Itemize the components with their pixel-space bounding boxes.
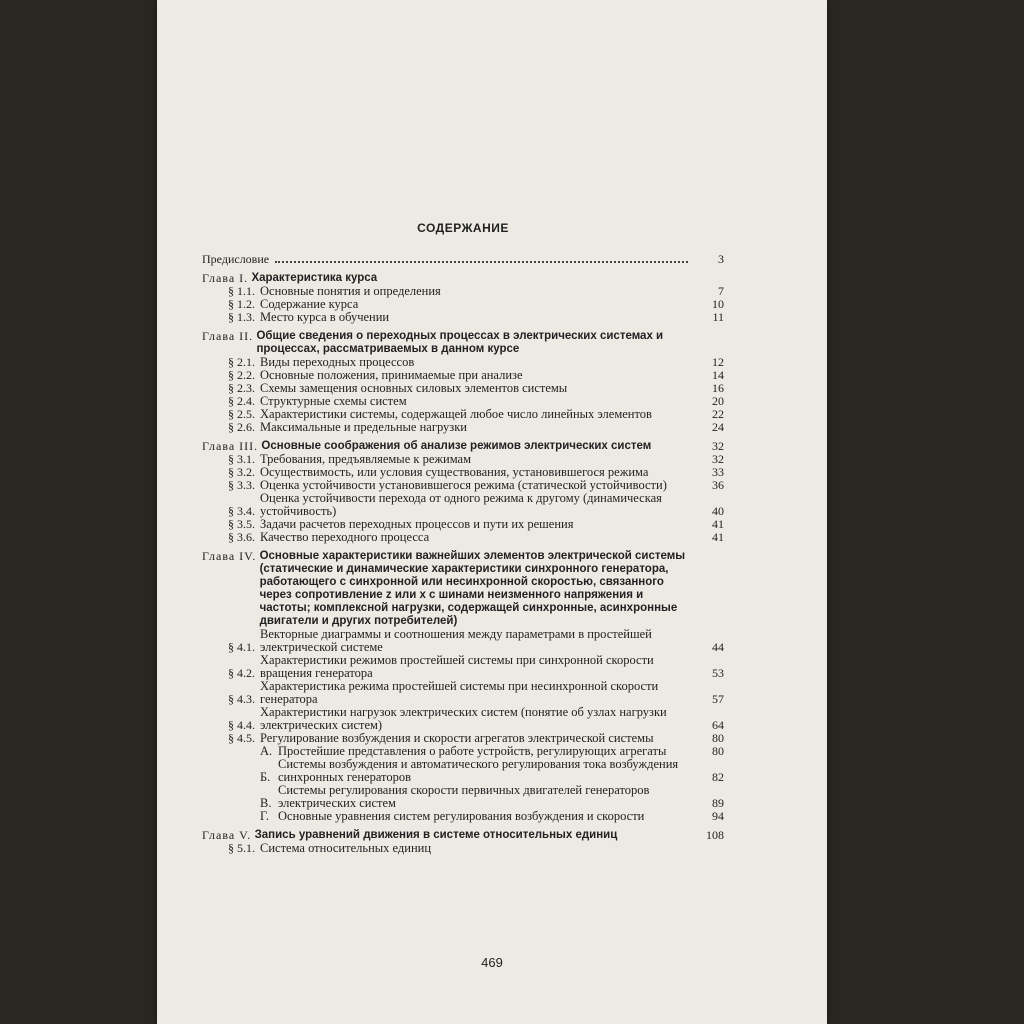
leader-dots (275, 260, 688, 263)
section-title: Осуществимость, или условия существования, установившегося режима (260, 465, 649, 479)
section-page: 24 (712, 420, 724, 434)
section-page: 53 (712, 666, 724, 680)
chapter-1 (202, 272, 724, 324)
section-entry (202, 311, 724, 324)
section-number: § 3.6. (228, 530, 255, 544)
section-title: Качество переходного процесса (260, 530, 430, 544)
section-page: 14 (712, 368, 724, 382)
section-entry (202, 421, 724, 434)
section-number: § 4.2. (228, 666, 255, 680)
subsection-letter: В. (260, 796, 272, 810)
section-title: Место курса в обучении (260, 310, 390, 324)
section-page: 20 (712, 394, 724, 408)
chapter-label: Глава V. (202, 828, 252, 842)
subsection-entry (202, 758, 724, 784)
chapter-title: Основные характеристики важнейших элементов электрической системы (статические и динамические характеристики синхронного генератора, работающего с синхронной или несинхронной скоростью, связанного через сопротивление z или x с шинами неизменного напряжения и частоты; комплексной нагрузки, содержащей синхронные, асинхронные двигатели и других потребителей) (259, 550, 686, 627)
section-title: Оценка устойчивости установившегося режима (статической устойчивости) (260, 478, 667, 492)
preface-page: 3 (718, 252, 724, 266)
toc-title: СОДЕРЖАНИЕ (417, 221, 509, 235)
subsection-title: Простейшие представления о работе устройств, регулирующих агрегаты (278, 744, 667, 758)
section-page: 10 (712, 297, 724, 311)
section-title: Структурные схемы систем (260, 394, 407, 408)
section-page: 33 (712, 465, 724, 479)
chapter-2 (202, 330, 724, 434)
section-number: § 2.3. (228, 381, 255, 395)
chapter-title: Запись уравнений движения в системе относительных единиц (254, 829, 618, 841)
section-entry (202, 706, 724, 732)
section-number: § 2.6. (228, 420, 255, 434)
section-page: 7 (718, 284, 724, 298)
section-title: Система относительных единиц (260, 841, 432, 855)
section-page: 16 (712, 381, 724, 395)
chapter-4 (202, 550, 724, 823)
section-entry (202, 531, 724, 544)
preface-entry (202, 253, 724, 266)
section-entry (202, 628, 724, 654)
subsection-title: Основные уравнения систем регулирования возбуждения и скорости (278, 809, 645, 823)
section-title: Задачи расчетов переходных процессов и пути их решения (260, 517, 574, 531)
section-title: Характеристики нагрузок электрических систем (понятие об узлах нагрузки электрических систем) (260, 705, 667, 732)
chapter-5 (202, 829, 724, 855)
section-page: 41 (712, 517, 724, 531)
section-number: § 2.2. (228, 368, 255, 382)
section-title: Векторные диаграммы и соотношения между параметрами в простейшей электрической системе (260, 627, 652, 654)
section-title: Оценка устойчивости перехода от одного режима к другому (динамическая устойчивость) (260, 491, 662, 518)
subsection-title: Системы регулирования скорости первичных двигателей генераторов электрических систем (278, 783, 650, 810)
section-title: Максимальные и предельные нагрузки (260, 420, 467, 434)
section-entry (202, 492, 724, 518)
section-title: Основные положения, принимаемые при анализе (260, 368, 523, 382)
section-page: 80 (712, 731, 724, 745)
section-number: § 5.1. (228, 841, 255, 855)
table-of-contents (202, 222, 724, 855)
subsection-page: 94 (712, 809, 724, 823)
chapter-page: 32 (712, 439, 724, 453)
subsection-letter: Б. (260, 770, 271, 784)
section-title: Характеристика режима простейшей системы при несинхронной скорости генератора (260, 679, 659, 706)
section-title: Виды переходных процессов (260, 355, 415, 369)
chapter-page: 108 (706, 828, 724, 842)
section-number: § 4.1. (228, 640, 255, 654)
section-number: § 1.3. (228, 310, 255, 324)
subsection-page: 82 (712, 770, 724, 784)
chapter-label: Глава II. (202, 329, 254, 343)
section-number: § 3.4. (228, 504, 255, 518)
chapter-label: Глава IV. (202, 549, 257, 563)
book-page (157, 0, 827, 1024)
chapter-title: Основные соображения об анализе режимов электрических систем (261, 440, 652, 452)
subsection-letter: Г. (260, 809, 269, 823)
section-title: Регулирование возбуждения и скорости агрегатов электрической системы (260, 731, 654, 745)
section-page: 22 (712, 407, 724, 421)
section-page: 36 (712, 478, 724, 492)
section-page: 44 (712, 640, 724, 654)
section-number: § 4.5. (228, 731, 255, 745)
subsection-page: 80 (712, 744, 724, 758)
chapter-label: Глава I. (202, 271, 249, 285)
chapter-label: Глава III. (202, 439, 259, 453)
section-page: 57 (712, 692, 724, 706)
section-number: § 1.2. (228, 297, 255, 311)
chapter-title: Общие сведения о переходных процессах в электрических системах и процессах, рассматриваемых в данном курсе (256, 330, 664, 355)
section-page: 40 (712, 504, 724, 518)
section-page: 64 (712, 718, 724, 732)
section-title: Характеристики режимов простейшей системы при синхронной скорости вращения генератора (260, 653, 654, 680)
section-title: Схемы замещения основных силовых элементов системы (260, 381, 568, 395)
section-number: § 2.4. (228, 394, 255, 408)
section-number: § 3.2. (228, 465, 255, 479)
section-title: Основные понятия и определения (260, 284, 441, 298)
section-entry (202, 680, 724, 706)
section-number: § 4.4. (228, 718, 255, 732)
section-title: Содержание курса (260, 297, 359, 311)
section-title: Требования, предъявляемые к режимам (260, 452, 471, 466)
preface-label: Предисловие (202, 252, 270, 266)
page-number: 469 (481, 955, 503, 970)
section-page: 41 (712, 530, 724, 544)
section-number: § 4.3. (228, 692, 255, 706)
section-entry (202, 654, 724, 680)
section-number: § 2.5. (228, 407, 255, 421)
section-page: 12 (712, 355, 724, 369)
subsection-letter: А. (260, 744, 273, 758)
subsection-title: Системы возбуждения и автоматического регулирования тока возбуждения синхронных генераторов (278, 757, 679, 784)
section-number: § 3.3. (228, 478, 255, 492)
section-number: § 3.1. (228, 452, 255, 466)
section-title: Характеристики системы, содержащей любое число линейных элементов (260, 407, 652, 421)
chapter-title: Характеристика курса (251, 272, 378, 284)
subsection-entry (202, 810, 724, 823)
section-number: § 1.1. (228, 284, 255, 298)
subsection-entry (202, 784, 724, 810)
section-number: § 3.5. (228, 517, 255, 531)
subsection-page: 89 (712, 796, 724, 810)
chapter-3 (202, 440, 724, 544)
section-entry (202, 842, 724, 855)
section-page: 32 (712, 452, 724, 466)
section-number: § 2.1. (228, 355, 255, 369)
section-page: 11 (712, 310, 724, 324)
